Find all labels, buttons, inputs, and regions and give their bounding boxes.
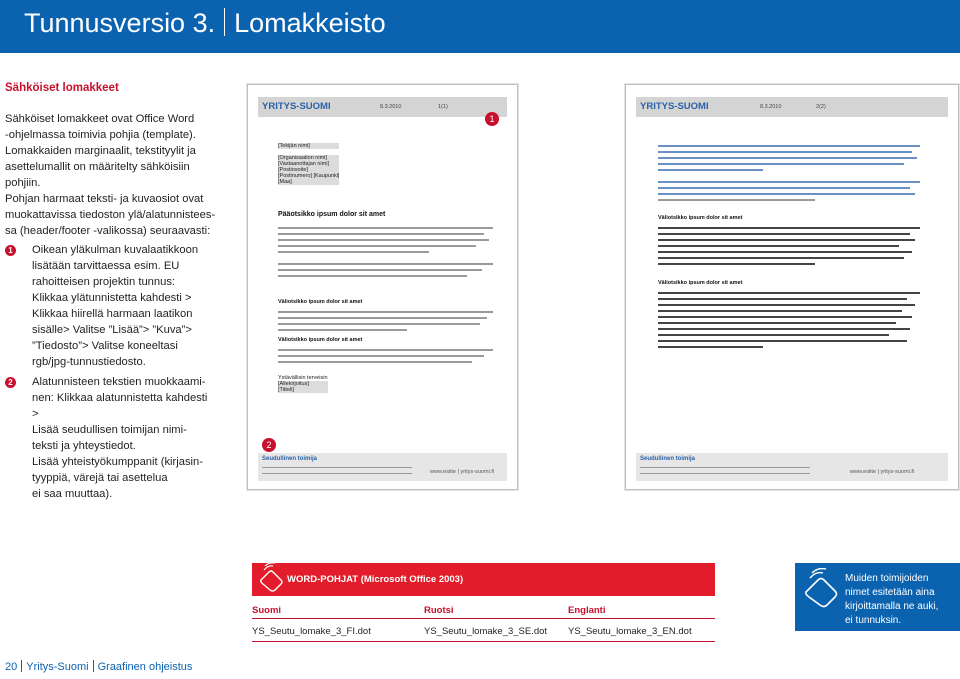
signature-block: Ystävällisin terveisin [Allekirjoitus] [Titteli] — [278, 375, 328, 393]
footer-url: www.esiite | yritys-suomi.fi — [850, 469, 915, 475]
intro-line: -ohjelmassa toimivia pohjia (template). — [5, 129, 196, 141]
subheading-2: Väliotsikko ipsum dolor sit amet — [278, 337, 363, 343]
step-1-text — [32, 242, 207, 370]
body-text-lines — [658, 227, 920, 269]
intro-line: Lomakkaiden marginaalit, tekstityylit ja — [5, 145, 196, 157]
footer-page-number: 20 — [5, 661, 18, 673]
template-column-english: Englanti — [568, 605, 606, 616]
body-text-lines — [658, 145, 920, 205]
intro-line: Pohjan harmaat teksti- ja kuvaosiot ovat — [5, 193, 204, 205]
step-line: rahoitteisen projektin tunnus: — [32, 276, 176, 288]
step-line: Lisää seudullisen toimijan nimi- — [32, 424, 187, 436]
step-line: ”Tiedosto”> Valitse koneeltasi — [32, 340, 178, 352]
step-line: Lisää yhteistyökumppanit (kirjasin- — [32, 456, 203, 468]
template-file-link[interactable]: YS_Seutu_lomake_3_FI.dot — [252, 626, 371, 637]
page-logo: YRITYS-SUOMI — [640, 101, 709, 112]
templates-divider — [252, 641, 715, 642]
subheading-1: Väliotsikko ipsum dolor sit amet — [278, 299, 363, 305]
footer-guide: Graafinen ohjeistus — [97, 661, 193, 673]
page-footer — [5, 660, 192, 673]
letter-page-2-preview — [625, 84, 959, 490]
address-block: [Tekijän nimi] [Organisaation nimi] [Vastaanottajan nimi] [Postiosoite] [Postinumero] [Kaupunki] [Maa] — [278, 143, 340, 185]
intro-line: Sähköiset lomakkeet ovat Office Word — [5, 113, 195, 125]
step-line: Klikkaa ylätunnistetta kahdesti > — [32, 292, 192, 304]
footer-separator — [21, 660, 22, 672]
section-heading: Sähköiset lomakkeet — [5, 82, 119, 94]
step-line: tyyppiä, värejä tai asettelua — [32, 472, 168, 484]
step-line: ei saa muuttaa). — [32, 488, 113, 500]
step-line: Klikkaa hiirellä harmaan laatikon — [32, 308, 193, 320]
body-text-lines — [658, 292, 920, 352]
body-text-lines — [278, 311, 493, 335]
title-part1: Tunnusversio 3. — [24, 8, 216, 38]
title-part2: Lomakkeisto — [234, 8, 386, 38]
template-file-link[interactable]: YS_Seutu_lomake_3_SE.dot — [424, 626, 548, 637]
step-2-badge: 2 — [5, 377, 16, 388]
step-line: lisätään tarvittaessa esim. EU — [32, 260, 180, 272]
footer-badge: 2 — [262, 438, 276, 452]
letter-heading: Pääotsikko ipsum dolor sit amet — [278, 211, 386, 218]
subheading-1: Väliotsikko ipsum dolor sit amet — [658, 215, 743, 221]
template-file-link[interactable]: YS_Seutu_lomake_3_EN.dot — [568, 626, 692, 637]
page-date: 8.3.2010 — [760, 104, 782, 110]
templates-title: WORD-POHJAT (Microsoft Office 2003) — [287, 574, 464, 585]
note-line: ei tunnuksin. — [845, 615, 902, 626]
footer-separator — [93, 660, 94, 672]
page-number: 1(1) — [438, 104, 448, 110]
title-separator — [224, 8, 225, 36]
step-2-text — [32, 374, 212, 502]
hand-pointer-icon — [256, 562, 286, 594]
image-box-badge: 1 — [485, 112, 499, 126]
intro-line: asettelumallit on määritelty sähköisiin — [5, 161, 190, 173]
intro-line: pohjiin. — [5, 177, 41, 189]
footer-title: Seudullinen toimija — [262, 456, 318, 462]
footer-brand: Yritys-Suomi — [26, 661, 89, 673]
note-line: nimet esitetään aina — [845, 587, 935, 598]
step-1-badge: 1 — [5, 245, 16, 256]
step-line: sisälle> Valitse ”Lisää”> ”Kuva”> — [32, 324, 192, 336]
note-text — [845, 572, 957, 628]
step-line: teksti ja yhteystiedot. — [32, 440, 136, 452]
subheading-2: Väliotsikko ipsum dolor sit amet — [658, 280, 743, 286]
step-line: nen: Klikkaa alatunnistetta kahdesti > — [32, 392, 208, 420]
intro-line: muokattavissa tiedoston ylä/alatunnistees- — [5, 209, 216, 221]
templates-divider — [252, 618, 715, 619]
step-line: Alatunnisteen tekstien muokkaami- — [32, 376, 206, 388]
body-text-lines — [278, 227, 493, 281]
page-number: 2(2) — [816, 104, 826, 110]
intro-line: sa (header/footer -valikossa) seuraavasti: — [5, 225, 211, 237]
note-line: kirjoittamalla ne auki, — [845, 601, 939, 612]
page-logo: YRITYS-SUOMI — [262, 101, 331, 112]
page-title — [24, 8, 386, 39]
footer-url: www.esiite | yritys-suomi.fi — [430, 469, 495, 475]
letter-page-1-preview — [247, 84, 518, 490]
body-text-lines — [278, 349, 493, 367]
step-line: Oikean yläkulman kuvalaatikkoon — [32, 244, 199, 256]
intro-paragraph — [5, 111, 230, 239]
step-line: rgb/jpg-tunnustiedosto. — [32, 356, 146, 368]
template-column-swedish: Ruotsi — [424, 605, 454, 616]
hand-pointer-icon — [800, 568, 842, 610]
note-line: Muiden toimijoiden — [845, 573, 929, 584]
footer-title: Seudullinen toimija — [640, 456, 696, 462]
page-date: 8.3.2010 — [380, 104, 402, 110]
template-column-finnish: Suomi — [252, 605, 282, 616]
